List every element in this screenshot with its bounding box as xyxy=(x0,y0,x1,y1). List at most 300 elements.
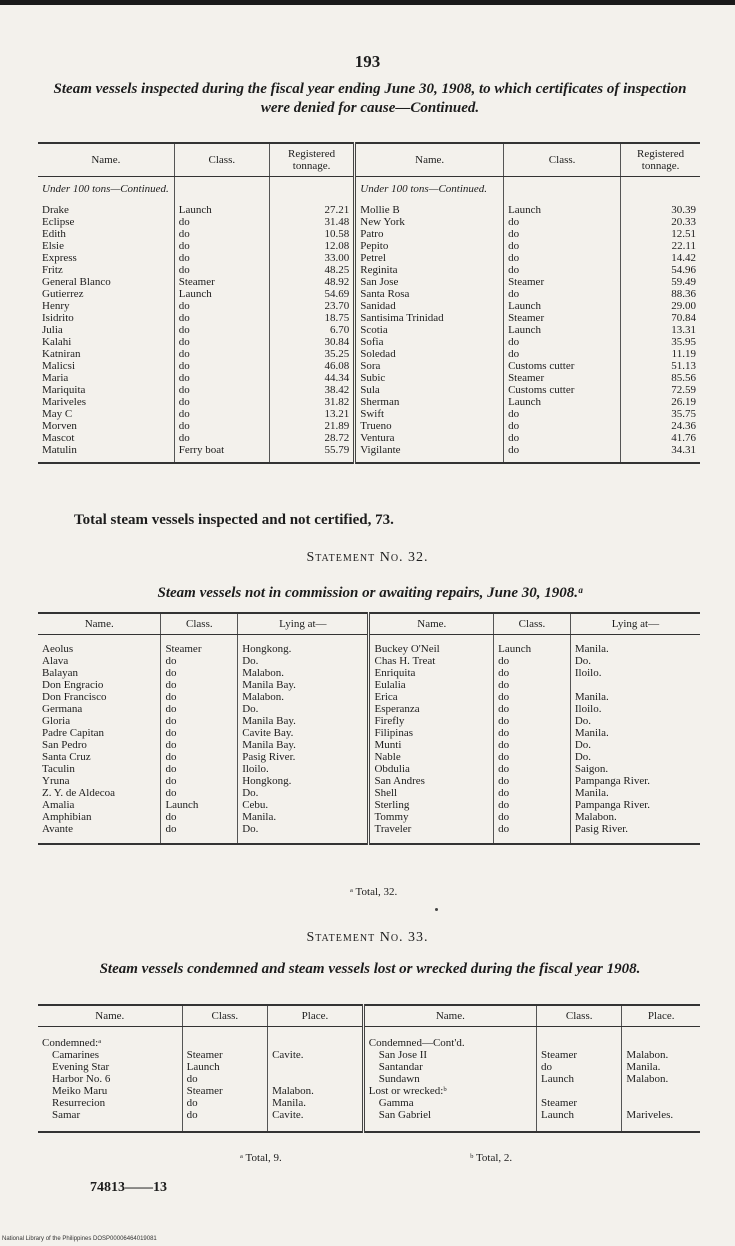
table-row xyxy=(38,823,700,844)
table-cell: Swift xyxy=(355,408,504,420)
table-cell: 21.89 xyxy=(269,420,354,432)
table-cell: do xyxy=(161,727,238,739)
table-row xyxy=(38,1085,700,1097)
table-cell xyxy=(268,1073,364,1085)
table-cell: Matulin xyxy=(42,444,77,456)
table-cell: 20.33 xyxy=(621,216,700,228)
table-cell: do xyxy=(161,655,238,667)
table-cell: do xyxy=(174,348,269,360)
table-cell: do xyxy=(161,751,238,763)
table-cell: Steamer xyxy=(161,635,238,656)
table-cell: Malicsi xyxy=(42,360,75,372)
table-cell: do xyxy=(494,811,571,823)
table-cell: Steamer xyxy=(504,276,621,288)
table-cell: Ventura xyxy=(355,432,504,444)
table-cell: Resurrecion xyxy=(52,1097,106,1109)
table-cell: Chas H. Treat xyxy=(369,655,494,667)
table-cell: Steamer xyxy=(174,276,269,288)
column-header: Lying at— xyxy=(570,613,700,635)
table-cell: Customs cutter xyxy=(504,384,621,396)
column-header: Name. xyxy=(38,143,174,177)
table-cell: Pasig River. xyxy=(238,751,369,763)
table-cell: Manila. xyxy=(570,787,700,799)
table-cell: do xyxy=(174,228,269,240)
table-cell: Malabon. xyxy=(622,1073,700,1085)
table-cell: Harbor No. 6 xyxy=(52,1073,111,1085)
table-cell: do xyxy=(174,312,269,324)
table-cell: Pepito xyxy=(355,240,504,252)
table-cell: Hongkong. xyxy=(238,775,369,787)
table-cell: Sterling xyxy=(369,799,494,811)
table-cell: 70.84 xyxy=(621,312,700,324)
table-cell: do xyxy=(161,679,238,691)
table-cell: Santa Cruz xyxy=(42,751,91,763)
table-row xyxy=(38,775,700,787)
table-cell: Do. xyxy=(238,787,369,799)
table-row xyxy=(38,177,700,205)
table-cell: Petrel xyxy=(355,252,504,264)
table-cell: Malabon. xyxy=(238,691,369,703)
table-cell: 24.36 xyxy=(621,420,700,432)
table-cell: 48.92 xyxy=(269,276,354,288)
table-cell: Maria xyxy=(42,372,69,384)
table-cell: do xyxy=(494,751,571,763)
table-cell: do xyxy=(504,288,621,300)
table-row xyxy=(38,360,700,372)
table-cell: Don Engracio xyxy=(42,679,104,691)
table-cell: 41.76 xyxy=(621,432,700,444)
table-cell xyxy=(268,1027,364,1050)
table-cell: Do. xyxy=(238,703,369,715)
table-cell: do xyxy=(182,1097,267,1109)
table-cell: Gutierrez xyxy=(42,288,84,300)
table-cell: Do. xyxy=(238,655,369,667)
table-cell: do xyxy=(161,715,238,727)
table-cell: Aeolus xyxy=(42,643,74,655)
table-cell: Malabon. xyxy=(238,667,369,679)
table-cell: Edith xyxy=(42,228,66,240)
table-cell: Do. xyxy=(570,655,700,667)
table-cell: Obdulia xyxy=(369,763,494,775)
table-cell: Launch xyxy=(504,300,621,312)
table-row xyxy=(38,1073,700,1085)
table-cell: Sora xyxy=(355,360,504,372)
table-cell: 34.31 xyxy=(621,444,700,463)
table-cell: Malabon. xyxy=(622,1049,700,1061)
table-row xyxy=(38,751,700,763)
table-cell: do xyxy=(494,775,571,787)
table-row xyxy=(38,324,700,336)
table-cell: Hongkong. xyxy=(238,635,369,656)
table-cell: 14.42 xyxy=(621,252,700,264)
table-cell: Filipinas xyxy=(369,727,494,739)
footnote-total-9: ᵃ Total, 9. xyxy=(240,1152,282,1164)
table-cell: Amphibian xyxy=(42,811,92,823)
table-cell: Esperanza xyxy=(369,703,494,715)
table-cell: Manila. xyxy=(238,811,369,823)
table-cell: 44.34 xyxy=(269,372,354,384)
table-cell: Soledad xyxy=(355,348,504,360)
table-cell: Launch xyxy=(536,1109,621,1132)
table-cell: do xyxy=(494,763,571,775)
table-cell: Santisima Trinidad xyxy=(355,312,504,324)
table-cell: Cebu. xyxy=(238,799,369,811)
table-cell: Do. xyxy=(570,715,700,727)
table-cell: do xyxy=(494,679,571,691)
table-cell xyxy=(504,177,621,205)
table-cell: Steamer xyxy=(536,1097,621,1109)
table-cell: Eulalia xyxy=(369,679,494,691)
table-row xyxy=(38,240,700,252)
table-row xyxy=(38,811,700,823)
table-cell xyxy=(622,1027,700,1050)
table-cell: 13.31 xyxy=(621,324,700,336)
condemned-lost-table xyxy=(38,1004,700,1133)
table-cell: San Andres xyxy=(369,775,494,787)
table-cell: Customs cutter xyxy=(504,360,621,372)
table-cell: Eclipse xyxy=(42,216,75,228)
table-cell: do xyxy=(504,408,621,420)
table-cell: 28.72 xyxy=(269,432,354,444)
table-cell: do xyxy=(504,216,621,228)
table-cell: Manila Bay. xyxy=(238,679,369,691)
table-row xyxy=(38,1097,700,1109)
table-cell: do xyxy=(504,252,621,264)
table-cell: Gloria xyxy=(42,715,71,727)
table-cell: Sula xyxy=(355,384,504,396)
statement-33-heading: Statement No. 33. xyxy=(306,930,429,945)
table-cell: Manila. xyxy=(268,1097,364,1109)
table-row xyxy=(38,667,700,679)
table-cell: Manila. xyxy=(622,1061,700,1073)
table-cell: Steamer xyxy=(536,1049,621,1061)
table-cell: Santa Rosa xyxy=(355,288,504,300)
column-header: Class. xyxy=(161,613,238,635)
table-cell: do xyxy=(494,823,571,844)
table-caption-not-in-commission: Steam vessels not in commission or awaiting repairs, June 30, 1908.ᵃ xyxy=(157,585,583,601)
footnote-total-2: ᵇ Total, 2. xyxy=(470,1152,513,1164)
table-cell xyxy=(182,1027,267,1050)
table-row xyxy=(38,691,700,703)
table-cell: 6.70 xyxy=(269,324,354,336)
table-cell: Meiko Maru xyxy=(52,1085,108,1097)
table-cell: do xyxy=(504,264,621,276)
table-row xyxy=(38,420,700,432)
table-cell: do xyxy=(174,432,269,444)
table-row xyxy=(38,444,700,463)
table-cell: Evening Star xyxy=(52,1061,110,1073)
table-cell: do xyxy=(504,432,621,444)
table-cell: do xyxy=(161,739,238,751)
table-cell: Launch xyxy=(504,324,621,336)
table-cell: do xyxy=(494,655,571,667)
table-cell: do xyxy=(494,727,571,739)
table-cell: Vigilante xyxy=(355,444,504,463)
table-cell: Iloilo. xyxy=(570,703,700,715)
table-cell: Kalahi xyxy=(42,336,72,348)
library-stamp: National Library of the Philippines DOSP00006464019081 xyxy=(2,1236,157,1242)
table-cell: Patro xyxy=(355,228,504,240)
table-cell: Sundawn xyxy=(363,1073,536,1085)
table-caption-denied: Steam vessels inspected during the fiscal year ending June 30, 1908, to which certificates of inspection were denied for cause—Continued. xyxy=(53,81,687,116)
table-row xyxy=(38,655,700,667)
table-row xyxy=(38,276,700,288)
not-in-commission-table xyxy=(38,612,700,845)
table-cell: do xyxy=(174,264,269,276)
table-cell: do xyxy=(161,823,238,844)
table-cell: do xyxy=(174,420,269,432)
table-cell: 26.19 xyxy=(621,396,700,408)
table-cell: 12.51 xyxy=(621,228,700,240)
table-cell xyxy=(622,1085,700,1097)
table-cell: 10.58 xyxy=(269,228,354,240)
table-cell: 72.59 xyxy=(621,384,700,396)
table-cell: do xyxy=(504,336,621,348)
column-header: Place. xyxy=(268,1005,364,1027)
table-cell: do xyxy=(174,372,269,384)
table-cell: Subic xyxy=(355,372,504,384)
print-speck xyxy=(435,908,438,911)
page-number: 193 xyxy=(354,52,381,71)
table-cell: do xyxy=(161,811,238,823)
table-cell: Shell xyxy=(369,787,494,799)
table-cell: 13.21 xyxy=(269,408,354,420)
table-cell: Launch xyxy=(174,204,269,216)
table-cell: Elsie xyxy=(42,240,64,252)
table-cell: Nable xyxy=(369,751,494,763)
table-cell: do xyxy=(174,396,269,408)
table-cell xyxy=(621,177,700,205)
table-cell: do xyxy=(174,300,269,312)
table-cell: Pampanga River. xyxy=(570,799,700,811)
table-cell: San Jose II xyxy=(363,1049,536,1061)
table-cell: Ferry boat xyxy=(174,444,269,463)
print-number: 74813——13 xyxy=(90,1180,167,1195)
table-cell: Iloilo. xyxy=(570,667,700,679)
table-cell: Avante xyxy=(42,823,73,835)
table-cell: Steamer xyxy=(182,1085,267,1097)
table-cell: Malabon. xyxy=(268,1085,364,1097)
table-cell: Sanidad xyxy=(355,300,504,312)
table-cell: Julia xyxy=(42,324,63,336)
table-cell: do xyxy=(161,667,238,679)
table-cell: do xyxy=(494,787,571,799)
table-cell: Launch xyxy=(494,635,571,656)
table-cell: Manila. xyxy=(570,691,700,703)
table-cell: Padre Capitan xyxy=(42,727,105,739)
table-row xyxy=(38,408,700,420)
column-header: Class. xyxy=(174,143,269,177)
table-cell: do xyxy=(504,228,621,240)
table-row xyxy=(38,1049,700,1061)
table-cell: do xyxy=(494,667,571,679)
table-row xyxy=(38,799,700,811)
table-cell: 18.75 xyxy=(269,312,354,324)
table-cell: 55.79 xyxy=(269,444,354,463)
table-cell: Samar xyxy=(52,1109,81,1121)
table-cell: 33.00 xyxy=(269,252,354,264)
table-row xyxy=(38,312,700,324)
table-cell: Launch xyxy=(174,288,269,300)
table-cell: do xyxy=(161,787,238,799)
table-cell: Launch xyxy=(182,1061,267,1073)
table-cell: Alava xyxy=(42,655,69,667)
table-cell: 46.08 xyxy=(269,360,354,372)
column-header: Registered tonnage. xyxy=(621,143,700,177)
column-header: Class. xyxy=(182,1005,267,1027)
table-cell xyxy=(622,1097,700,1109)
table-cell: do xyxy=(174,360,269,372)
table-cell: 27.21 xyxy=(269,204,354,216)
table-cell: do xyxy=(161,691,238,703)
table-cell: Saigon. xyxy=(570,763,700,775)
table-cell: Mollie B xyxy=(355,204,504,216)
table-cell: 22.11 xyxy=(621,240,700,252)
table-row xyxy=(38,372,700,384)
table-cell: Mariquita xyxy=(42,384,86,396)
table-cell: do xyxy=(182,1073,267,1085)
column-header: Lying at— xyxy=(238,613,369,635)
table-cell: do xyxy=(494,715,571,727)
table-row xyxy=(38,763,700,775)
table-cell: Traveler xyxy=(369,823,494,844)
table-cell: May C xyxy=(42,408,73,420)
table-row xyxy=(38,787,700,799)
table-cell xyxy=(536,1085,621,1097)
statement-32-heading: Statement No. 32. xyxy=(306,550,429,565)
total-not-certified: Total steam vessels inspected and not certified, 73. xyxy=(74,512,394,528)
table-cell: 12.08 xyxy=(269,240,354,252)
table-cell: Do. xyxy=(570,739,700,751)
table-row xyxy=(38,348,700,360)
table-cell: 54.69 xyxy=(269,288,354,300)
table-cell: do xyxy=(494,799,571,811)
table-cell: Manila. xyxy=(570,727,700,739)
table-cell: Camarines xyxy=(52,1049,100,1061)
table-cell: Cavite. xyxy=(268,1109,364,1132)
table-cell: Launch xyxy=(504,396,621,408)
table-cell: 38.42 xyxy=(269,384,354,396)
table-cell: do xyxy=(174,384,269,396)
table-cell: 30.39 xyxy=(621,204,700,216)
table-cell: Mariveles xyxy=(42,396,86,408)
column-header: Registered tonnage. xyxy=(269,143,354,177)
table-row xyxy=(38,715,700,727)
table-cell: 48.25 xyxy=(269,264,354,276)
table-cell xyxy=(536,1027,621,1050)
table-caption-condemned: Steam vessels condemned and steam vessels lost or wrecked during the fiscal year 1908. xyxy=(99,961,641,977)
table-cell xyxy=(174,177,269,205)
table-cell: Pampanga River. xyxy=(570,775,700,787)
table-cell: Cavite. xyxy=(268,1049,364,1061)
table-cell: do xyxy=(174,336,269,348)
table-cell: do xyxy=(174,408,269,420)
table-row xyxy=(38,703,700,715)
table-row xyxy=(38,384,700,396)
table-cell: San Pedro xyxy=(42,739,87,751)
table-row xyxy=(38,739,700,751)
table-cell: 11.19 xyxy=(621,348,700,360)
table-cell xyxy=(269,177,354,205)
table-row xyxy=(38,288,700,300)
table-cell: Launch xyxy=(161,799,238,811)
table-cell xyxy=(570,679,700,691)
table-cell: Drake xyxy=(42,204,69,216)
column-header: Class. xyxy=(504,143,621,177)
column-header: Name. xyxy=(363,1005,536,1027)
footnote-total-32: ᵃ Total, 32. xyxy=(350,886,398,898)
table-cell: Gamma xyxy=(363,1097,536,1109)
table-cell: Manila Bay. xyxy=(238,739,369,751)
table-cell: Fritz xyxy=(42,264,63,276)
table-cell: Santandar xyxy=(363,1061,536,1073)
top-edge xyxy=(0,0,735,5)
table-cell: do xyxy=(504,348,621,360)
table-cell: Isidrito xyxy=(42,312,74,324)
table-cell: Steamer xyxy=(182,1049,267,1061)
group-label: Condemned:ᵃ xyxy=(42,1037,102,1049)
table-cell: 29.00 xyxy=(621,300,700,312)
table-cell: New York xyxy=(355,216,504,228)
table-cell: 85.56 xyxy=(621,372,700,384)
table-cell: Reginita xyxy=(355,264,504,276)
table-cell: 54.96 xyxy=(621,264,700,276)
table-cell: 31.82 xyxy=(269,396,354,408)
table-row xyxy=(38,252,700,264)
column-header: Place. xyxy=(622,1005,700,1027)
table-row xyxy=(38,679,700,691)
table-cell: do xyxy=(161,763,238,775)
table-cell: 31.48 xyxy=(269,216,354,228)
column-header: Name. xyxy=(355,143,504,177)
column-header: Class. xyxy=(494,613,571,635)
table-cell: do xyxy=(174,324,269,336)
table-cell: Buckey O'Neil xyxy=(369,635,494,656)
table-cell: San Gabriel xyxy=(363,1109,536,1132)
table-row xyxy=(38,396,700,408)
table-cell: Yruna xyxy=(42,775,70,787)
table-cell: General Blanco xyxy=(42,276,111,288)
table-cell: do xyxy=(494,691,571,703)
table-cell: do xyxy=(174,240,269,252)
table-row xyxy=(38,635,700,656)
table-cell: Express xyxy=(42,252,77,264)
table-cell: 35.95 xyxy=(621,336,700,348)
table-cell: Pasig River. xyxy=(570,823,700,844)
table-cell: do xyxy=(161,775,238,787)
table-cell: do xyxy=(494,703,571,715)
table-cell: Don Francisco xyxy=(42,691,107,703)
table-row xyxy=(38,727,700,739)
table-cell: Erica xyxy=(369,691,494,703)
table-cell: do xyxy=(182,1109,267,1132)
table-row xyxy=(38,1109,700,1132)
subheading: Under 100 tons—Continued. xyxy=(355,177,504,205)
table-cell: Taculin xyxy=(42,763,75,775)
table-row xyxy=(38,216,700,228)
table-row xyxy=(38,264,700,276)
table-cell: Henry xyxy=(42,300,70,312)
group-label: Condemned—Cont'd. xyxy=(363,1027,536,1050)
table-cell: do xyxy=(504,444,621,463)
table-cell: do xyxy=(504,240,621,252)
table-cell: Z. Y. de Aldecoa xyxy=(42,787,116,799)
table-cell: San Jose xyxy=(355,276,504,288)
table-cell: 35.75 xyxy=(621,408,700,420)
table-row xyxy=(38,1027,700,1050)
table-cell: Manila. xyxy=(570,635,700,656)
column-header: Name. xyxy=(38,1005,182,1027)
